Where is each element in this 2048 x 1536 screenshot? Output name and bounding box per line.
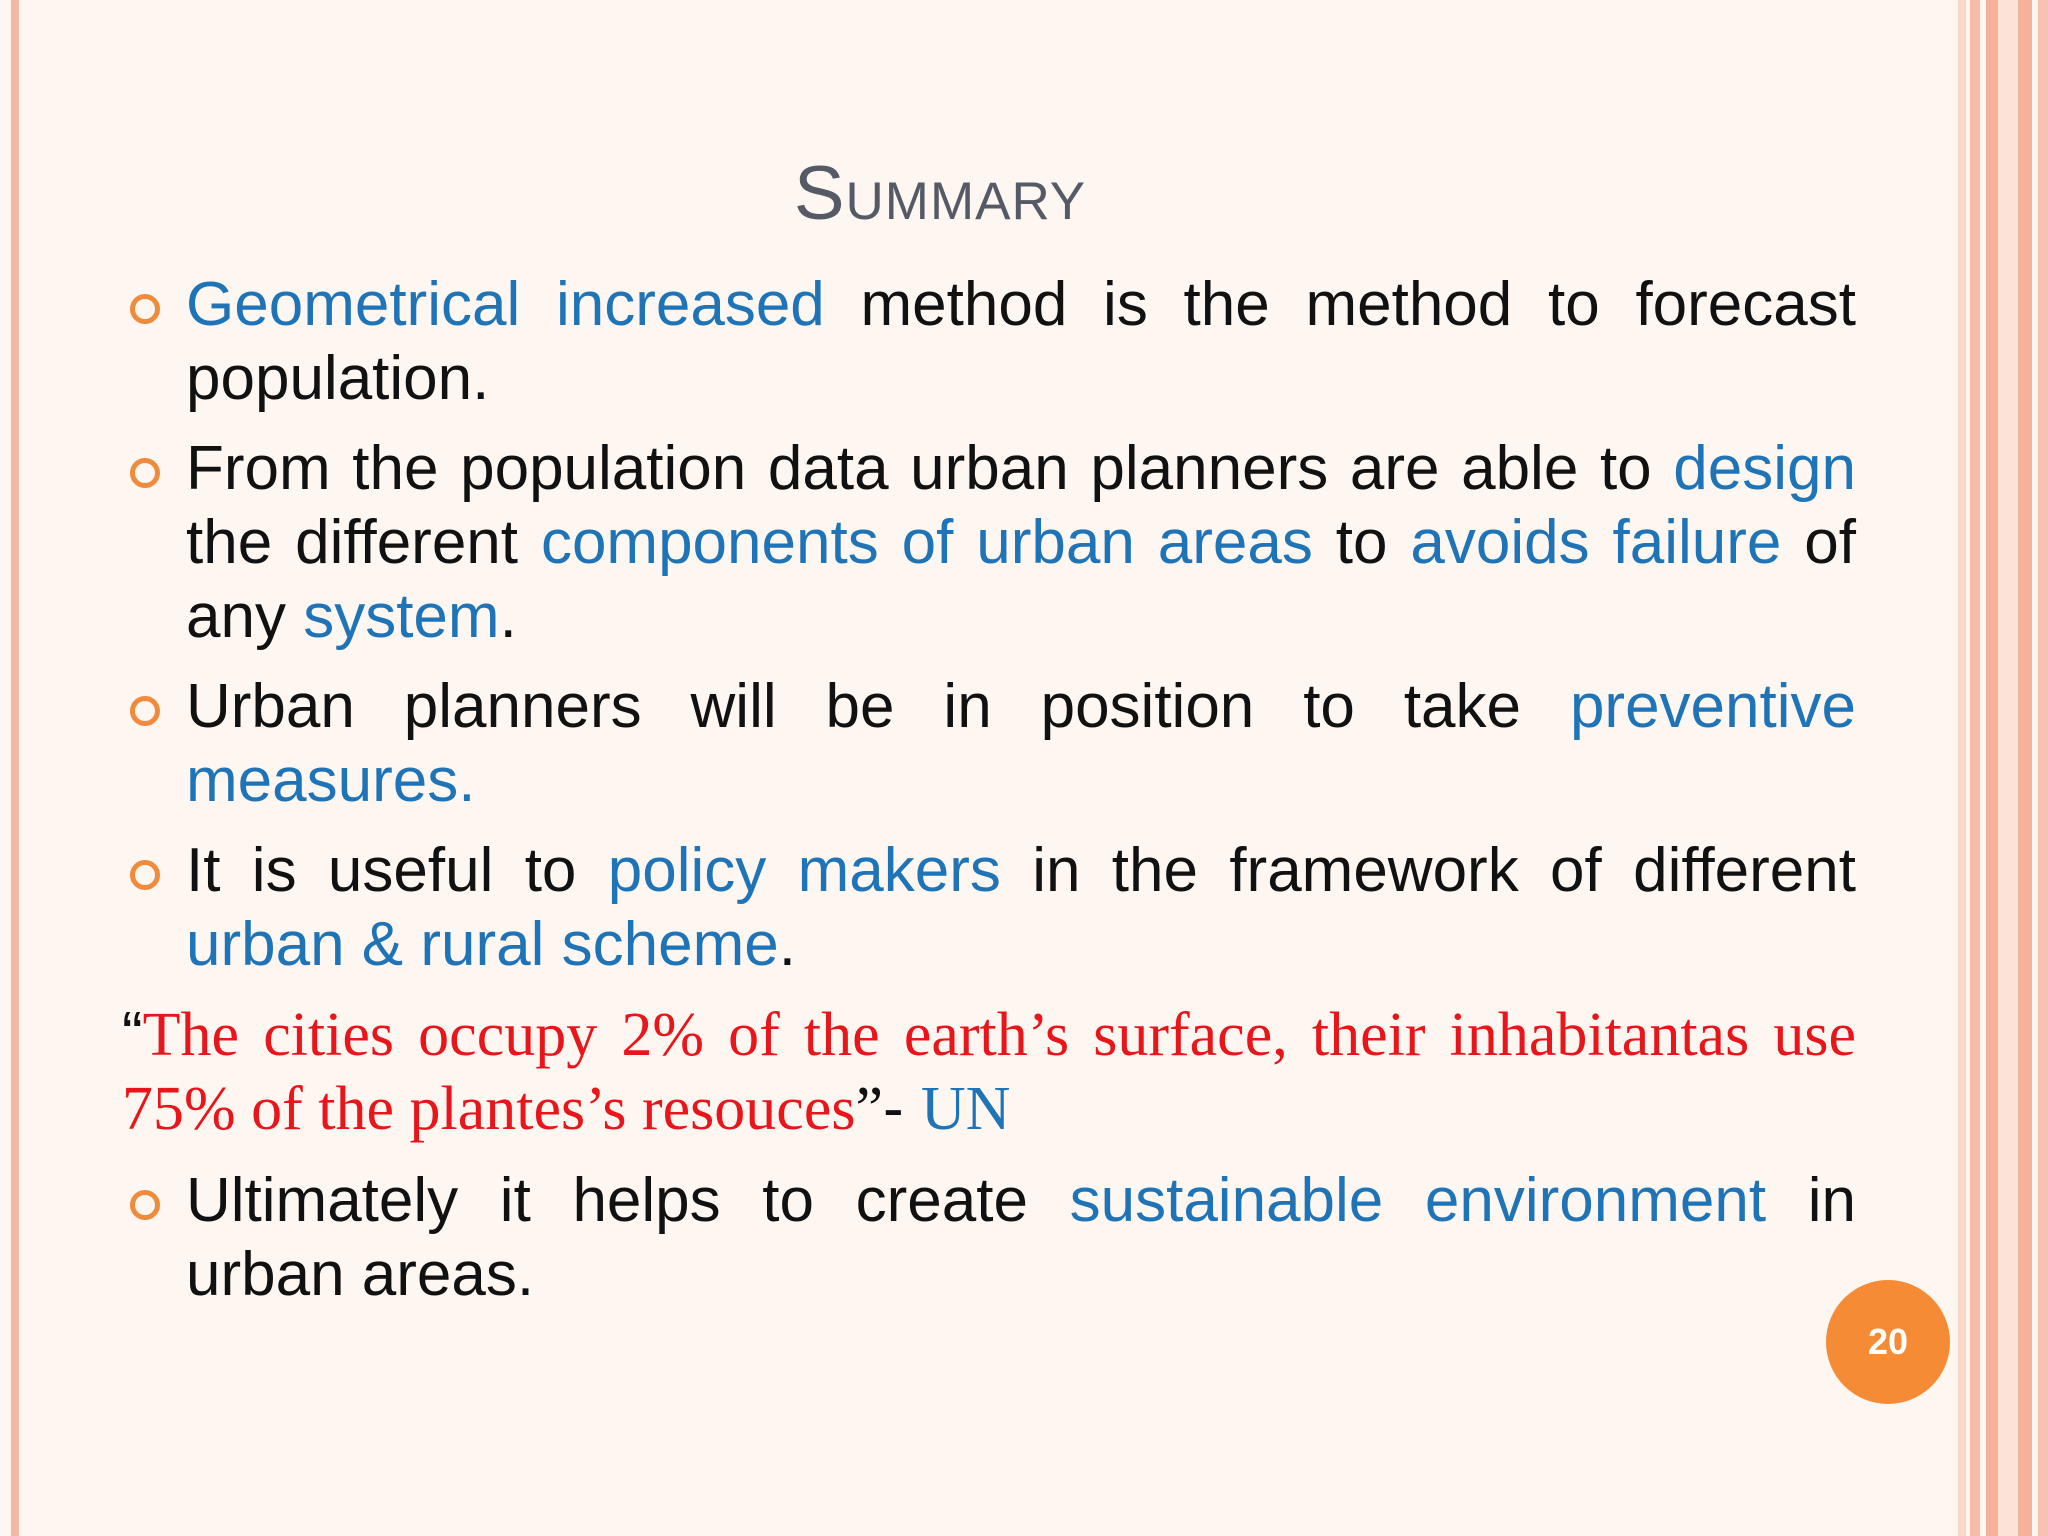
bullet-text-span: . — [499, 582, 517, 651]
bullet-text-span: method is the method to forecast population. — [186, 270, 1856, 413]
bullet-text-span: Geometrical increased — [186, 270, 825, 339]
bullet-text-span: in urban areas. — [186, 1166, 1857, 1309]
page-number-badge: 20 — [1826, 1280, 1950, 1404]
bullet-item — [122, 1164, 1856, 1312]
bullet-text-span: of any — [186, 508, 1857, 651]
bullet-text-span: avoids failure — [1410, 508, 1782, 577]
bullet-ring-icon — [130, 294, 160, 324]
quote-close-mark: ” — [855, 1075, 883, 1143]
slide-content — [122, 268, 1856, 1328]
bullet-text-span: in the framework of different — [1000, 836, 1856, 905]
bullet-text-span: Ultimately it helps to create — [186, 1166, 1070, 1235]
bullet-text-span: preventive measures. — [186, 672, 1856, 815]
bullet-text-span: to — [1312, 508, 1411, 577]
bullet-ring-icon — [130, 458, 160, 488]
bullet-text-span: urban & rural scheme — [186, 910, 779, 979]
bullet-text-span: design — [1673, 434, 1856, 503]
quote-text: The cities occupy 2% of the earth’s surface, their inhabitantas use 75% of the plantes’s resouces — [122, 1001, 1856, 1143]
bullet-item — [122, 268, 1856, 416]
right-border-band — [1958, 0, 2048, 1536]
bullet-text-span: . — [778, 910, 796, 979]
bullet-ring-icon — [130, 1190, 160, 1220]
bullet-ring-icon — [130, 860, 160, 890]
bullet-text-span: components of urban areas — [540, 508, 1313, 577]
bullet-text-span: system — [303, 582, 500, 651]
quote-open-mark: “ — [122, 1000, 143, 1069]
slide-title: Summary — [793, 151, 1087, 236]
quote-source: UN — [920, 1075, 1011, 1143]
bullet-item — [122, 432, 1856, 654]
bullet-text-span: It is useful to — [186, 836, 608, 905]
un-quote — [122, 998, 1856, 1146]
bullet-item — [122, 834, 1856, 982]
bullet-item — [122, 670, 1856, 818]
bullet-text-span: sustainable environment — [1069, 1166, 1767, 1235]
bullet-text-span: Urban planners will be in position to take — [186, 672, 1570, 741]
quote-dash: - — [883, 1074, 921, 1143]
bullet-text-span: the different — [186, 508, 541, 577]
bullet-text-span: policy makers — [607, 836, 1001, 905]
bullet-ring-icon — [130, 696, 160, 726]
bullet-text-span: From the population data urban planners are able to — [186, 434, 1674, 503]
